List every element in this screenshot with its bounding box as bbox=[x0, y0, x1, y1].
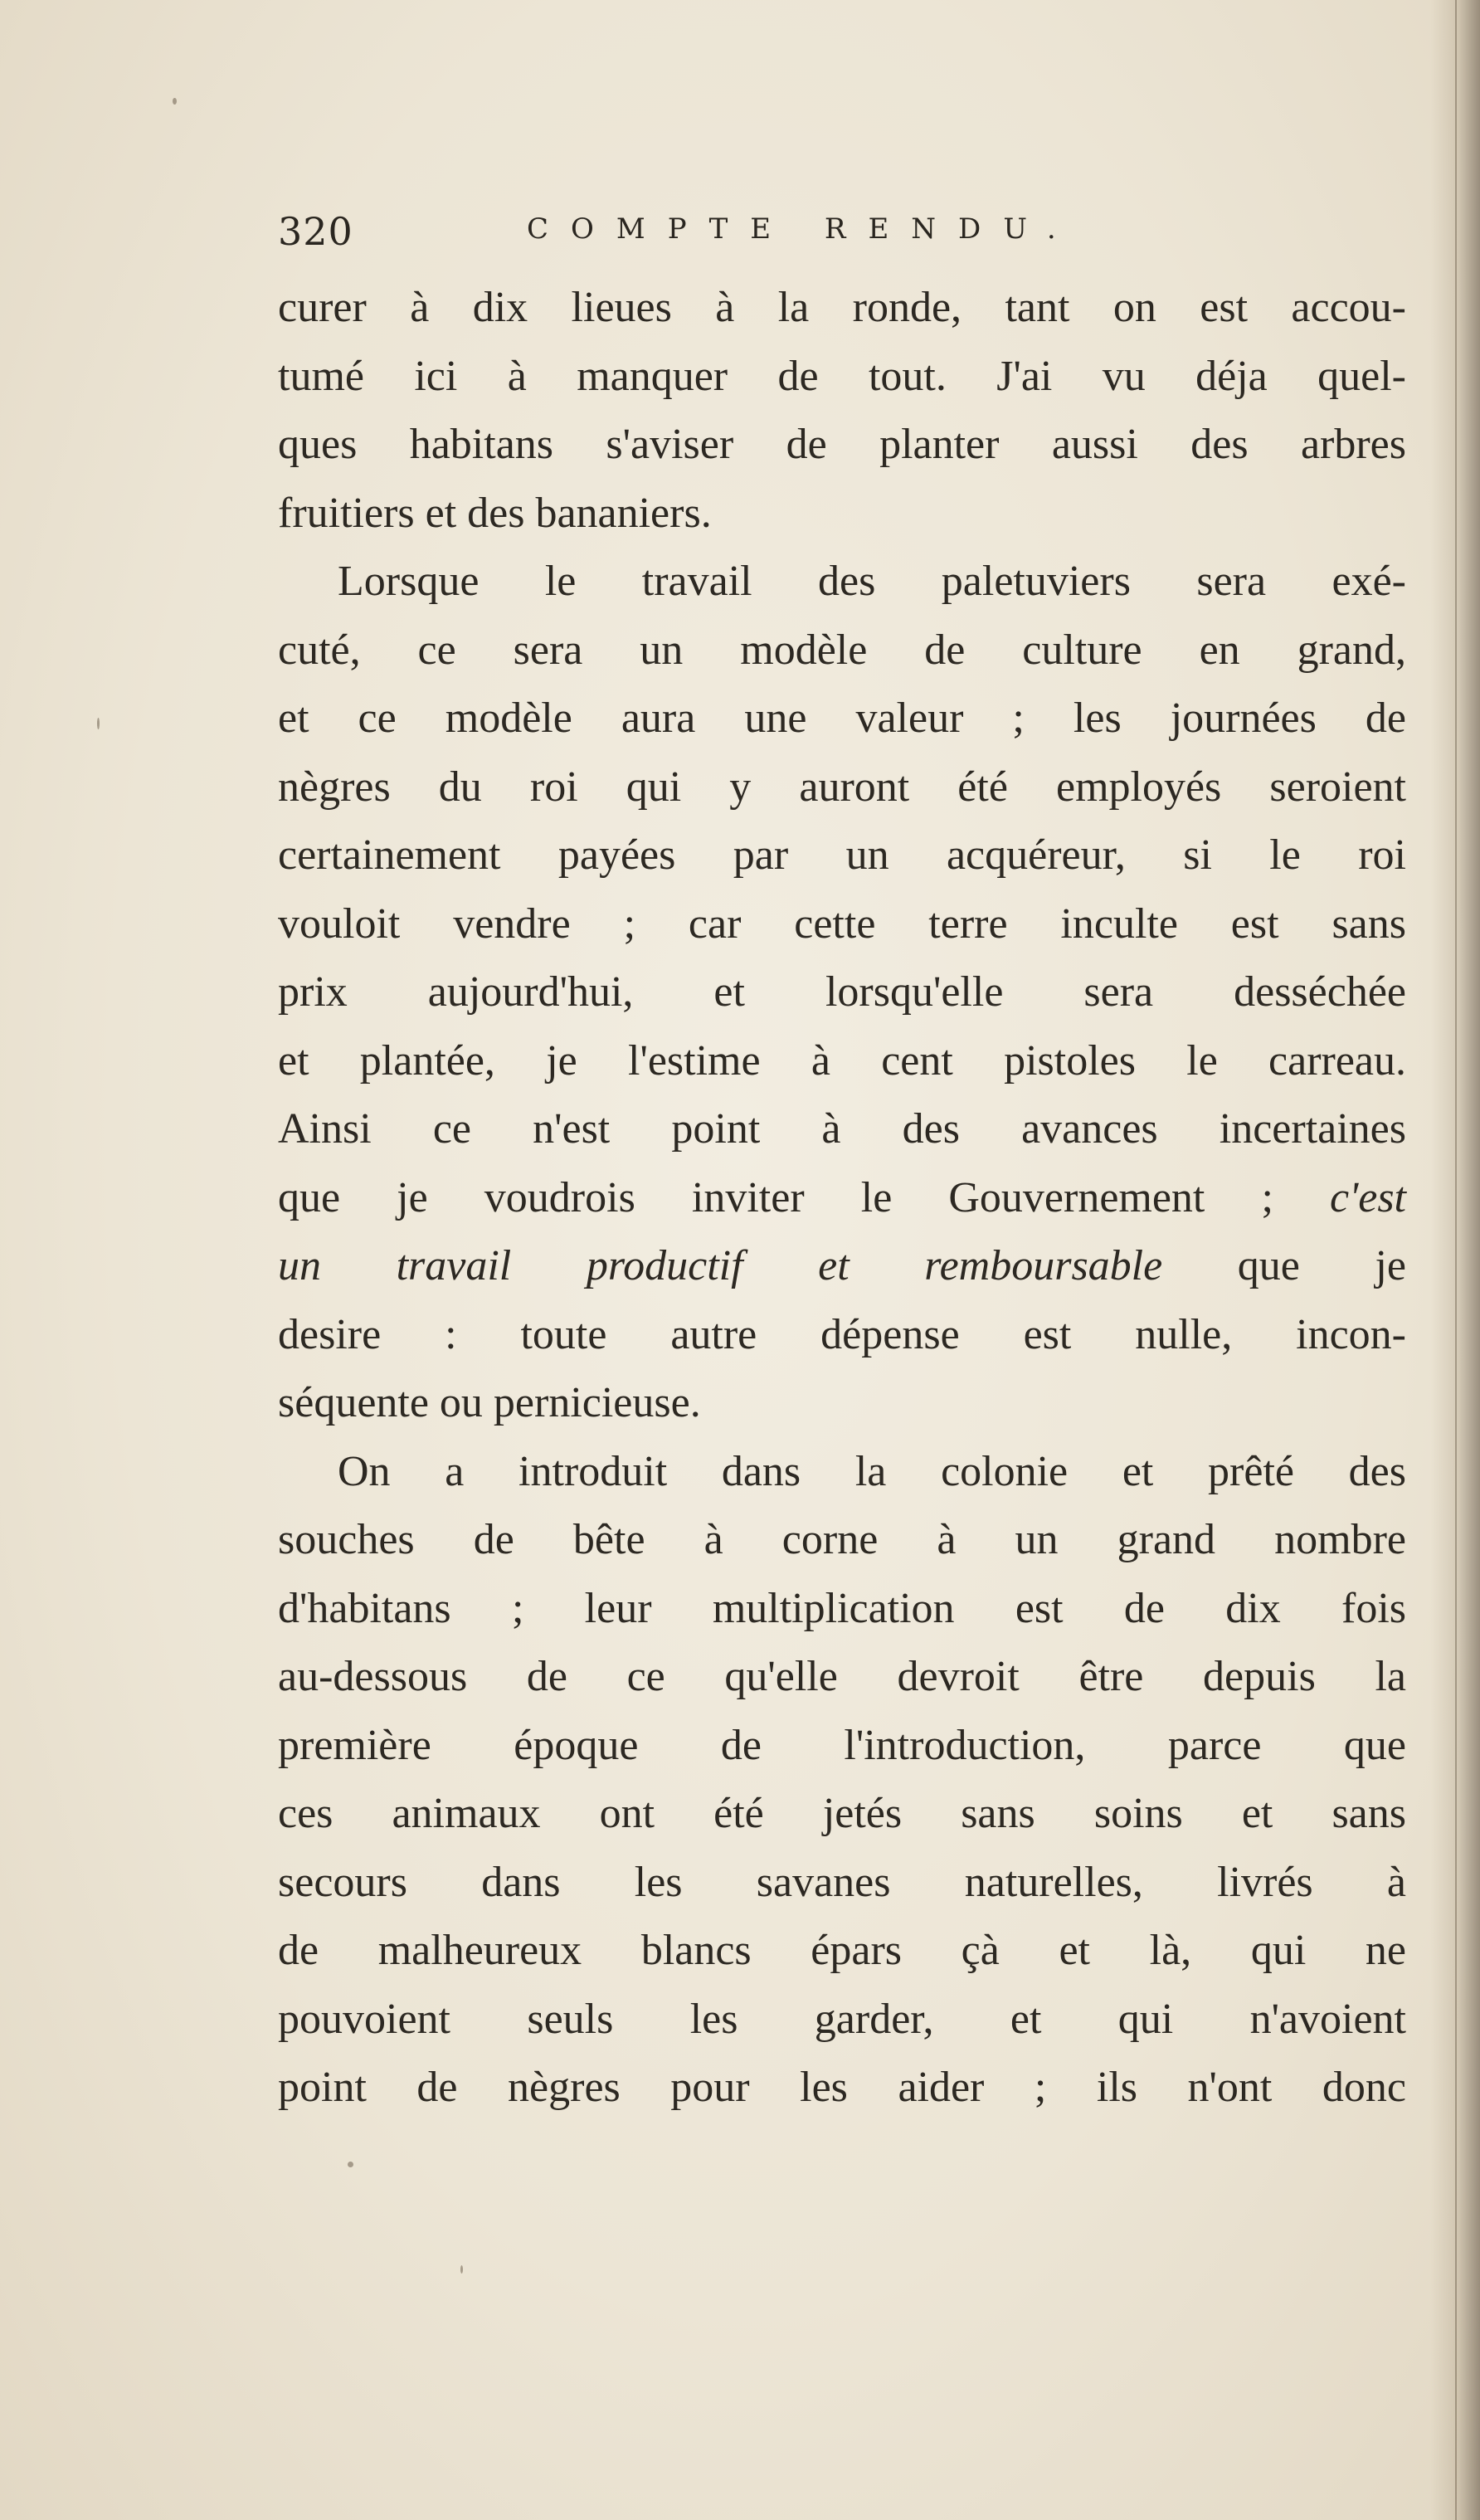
text-line: de malheureux blancs épars çà et là, qui ne bbox=[278, 1927, 1406, 1974]
text-line: certainement payées par un acquéreur, si le roi bbox=[278, 831, 1406, 879]
text-line: et plantée, je l'estime à cent pistoles le carreau. bbox=[278, 1036, 1406, 1085]
text-line: pouvoient seuls les garder, et qui n'avoient bbox=[278, 1995, 1406, 2043]
text-line: nègres du roi qui y auront été employés seroient bbox=[278, 763, 1406, 811]
text-segment: que je voudrois inviter le Gouvernement ; bbox=[278, 1173, 1331, 1221]
italic-segment: c'est bbox=[1330, 1173, 1406, 1221]
text-line: secours dans les savanes naturelles, livrés à bbox=[278, 1858, 1406, 1906]
text-line: desire : toute autre dépense est nulle, incon- bbox=[278, 1310, 1406, 1358]
text-line: cuté, ce sera un modèle de culture en grand, bbox=[278, 626, 1406, 674]
running-head bbox=[278, 209, 1406, 267]
paper-speck bbox=[97, 718, 100, 729]
text-line: vouloit vendre ; car cette terre inculte est sans bbox=[278, 899, 1406, 948]
page-number: 320 bbox=[278, 209, 353, 254]
text-line: d'habitans ; leur multiplication est de dix fois bbox=[278, 1584, 1406, 1632]
italic-segment: un travail productif et remboursable bbox=[278, 1242, 1163, 1289]
text-line: Ainsi ce n'est point à des avances incertaines bbox=[278, 1105, 1406, 1153]
running-title: COMPTE RENDU. bbox=[527, 212, 1078, 246]
text-line: fruitiers et des bananiers. bbox=[278, 489, 712, 537]
page-edge-line bbox=[1455, 0, 1457, 2520]
text-line: prix aujourd'hui, et lorsqu'elle sera desséchée bbox=[278, 968, 1406, 1016]
text-line: point de nègres pour les aider ; ils n'ont donc bbox=[278, 2064, 1406, 2111]
text-line: curer à dix lieues à la ronde, tant on est accou- bbox=[278, 284, 1406, 331]
paper-speck bbox=[348, 2162, 353, 2167]
text-line: au-dessous de ce qu'elle devroit être depuis la bbox=[278, 1653, 1406, 1700]
paragraph-first-line: On a introduit dans la colonie et prêté des bbox=[338, 1447, 1406, 1495]
text-line: première époque de l'introduction, parce que bbox=[278, 1721, 1406, 1769]
paper-speck bbox=[173, 98, 177, 105]
text-line-mixed bbox=[278, 1232, 1406, 1301]
text-segment: que je bbox=[1162, 1242, 1407, 1289]
text-line-mixed bbox=[278, 1164, 1406, 1233]
text-line: ques habitans s'aviser de planter aussi des arbres bbox=[278, 421, 1406, 468]
text-line: tumé ici à manquer de tout. J'ai vu déja quel- bbox=[278, 352, 1406, 400]
text-line: et ce modèle aura une valeur ; les journées de bbox=[278, 695, 1406, 742]
body-text bbox=[278, 274, 1406, 2123]
paragraph-first-line: Lorsque le travail des paletuviers sera exé- bbox=[338, 558, 1406, 605]
paper-speck bbox=[460, 2265, 463, 2274]
text-line: souches de bête à corne à un grand nombre bbox=[278, 1516, 1406, 1563]
text-line: ces animaux ont été jetés sans soins et sans bbox=[278, 1790, 1406, 1837]
text-line: séquente ou pernicieuse. bbox=[278, 1379, 701, 1426]
